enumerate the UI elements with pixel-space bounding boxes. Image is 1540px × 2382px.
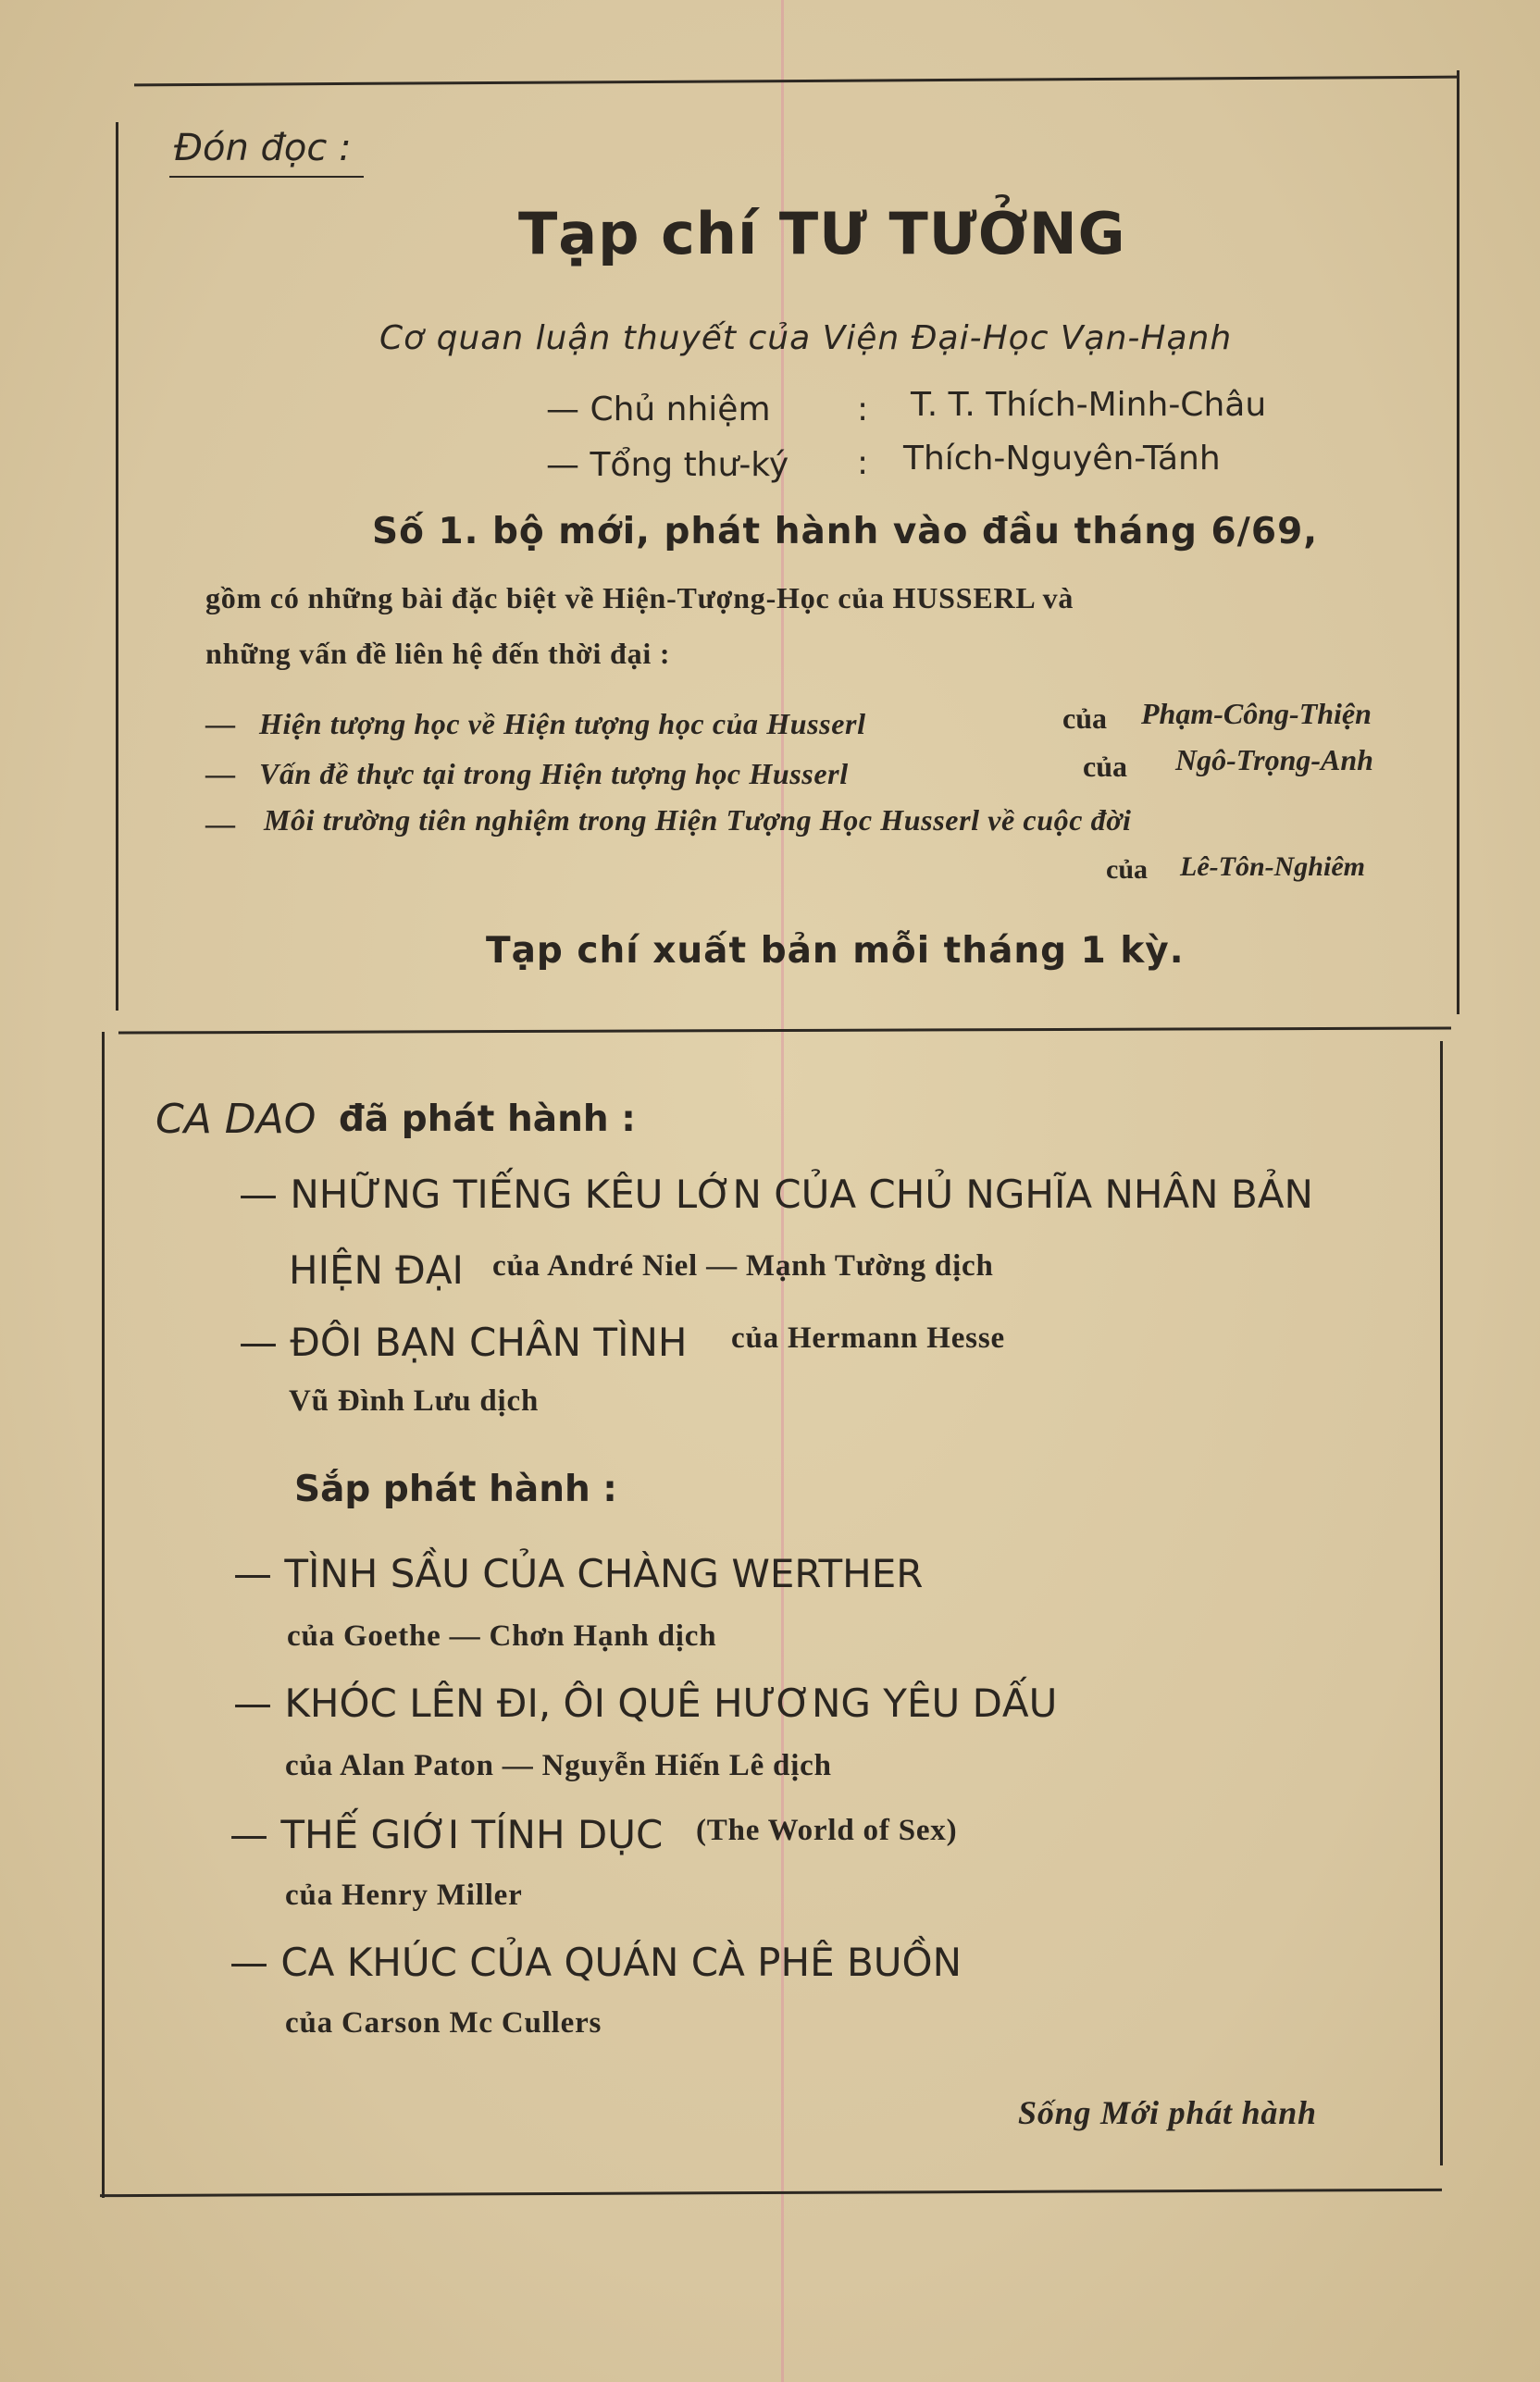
- article-author: Lê-Tôn-Nghiêm: [1180, 851, 1365, 882]
- intro-line-1: gồm có những bài đặc biệt về Hiện-Tượng-Học của HUSSERL và: [205, 581, 1074, 614]
- book-credit: của Henry Miller: [285, 1879, 523, 1912]
- issue-line: Số 1. bộ mới, phát hành vào đầu tháng 6/69,: [372, 511, 1319, 552]
- article-of: của: [1106, 854, 1148, 885]
- book-credit: của Goethe — Chơn Hạnh dịch: [287, 1619, 717, 1653]
- article-of: của: [1083, 750, 1127, 783]
- upcoming-label: Sắp phát hành :: [294, 1469, 617, 1510]
- staff-role: — Tổng thư-ký: [546, 446, 789, 484]
- book-title-suffix: (The World of Sex): [696, 1814, 958, 1847]
- book-title: — NHỮNG TIẾNG KÊU LỚN CỦA CHỦ NGHĨA NHÂN BẢN: [239, 1172, 1313, 1217]
- book-title: — ĐÔI BẠN CHÂN TÌNH: [239, 1320, 688, 1365]
- staff-separator: :: [857, 444, 869, 482]
- article-author: Ngô-Trọng-Anh: [1175, 743, 1373, 776]
- magazine-title: Tạp chí TƯ TƯỞNG: [518, 200, 1126, 267]
- book-credit: của Alan Paton — Nguyễn Hiến Lê dịch: [285, 1749, 832, 1782]
- staff-name: T. T. Thích-Minh-Châu: [911, 386, 1267, 424]
- staff-separator: :: [857, 391, 869, 428]
- frequency-line: Tạp chí xuất bản mỗi tháng 1 kỳ.: [486, 930, 1185, 972]
- article-dash: —: [205, 707, 235, 740]
- intro-line-2: những vấn đề liên hệ đến thời đại :: [205, 637, 671, 670]
- book-title-cont: HIỆN ĐẠI: [289, 1247, 464, 1293]
- label-underline: [169, 176, 364, 178]
- article-dash: —: [205, 807, 235, 840]
- top-box-border-left: [116, 122, 118, 1011]
- book-credit: của Carson Mc Cullers: [285, 2006, 602, 2040]
- publisher-name: CA DAO: [155, 1096, 317, 1143]
- article-title: Môi trường tiên nghiệm trong Hiện Tượng Học Husserl về cuộc đời: [264, 803, 1132, 837]
- top-box-label: Đón đọc :: [174, 127, 352, 169]
- book-title: — KHÓC LÊN ĐI, ÔI QUÊ HƯƠNG YÊU DẤU: [233, 1681, 1058, 1726]
- book-title: — TÌNH SẦU CỦA CHÀNG WERTHER: [233, 1551, 924, 1596]
- article-title: Hiện tượng học về Hiện tượng học của Husserl: [259, 707, 866, 740]
- magazine-subtitle: Cơ quan luận thuyết của Viện Đại-Học Vạn-Hạnh: [379, 319, 1233, 357]
- bottom-box-border-left: [102, 1032, 105, 2198]
- staff-role: — Chủ nhiệm: [546, 391, 771, 428]
- book-credit: của André Niel — Mạnh Tường dịch: [492, 1249, 994, 1283]
- article-dash: —: [205, 757, 235, 790]
- book-title: — THẾ GIỚI TÍNH DỤC: [230, 1812, 664, 1857]
- bottom-box-border-right: [1440, 1041, 1443, 2165]
- staff-name: Thích-Nguyên-Tánh: [903, 440, 1221, 478]
- article-title: Vấn đề thực tại trong Hiện tượng học Husserl: [259, 757, 849, 790]
- book-translator: Vũ Đình Lưu dịch: [289, 1384, 540, 1418]
- top-box-border-right: [1457, 70, 1459, 1014]
- footer-publisher: Sống Mới phát hành: [1018, 2094, 1317, 2131]
- published-label: đã phát hành :: [339, 1098, 636, 1140]
- article-of: của: [1062, 701, 1107, 735]
- book-title: — CA KHÚC CỦA QUÁN CÀ PHÊ BUỒN: [230, 1940, 962, 1985]
- article-author: Phạm-Công-Thiện: [1141, 697, 1372, 730]
- book-credit: của Hermann Hesse: [731, 1321, 1005, 1355]
